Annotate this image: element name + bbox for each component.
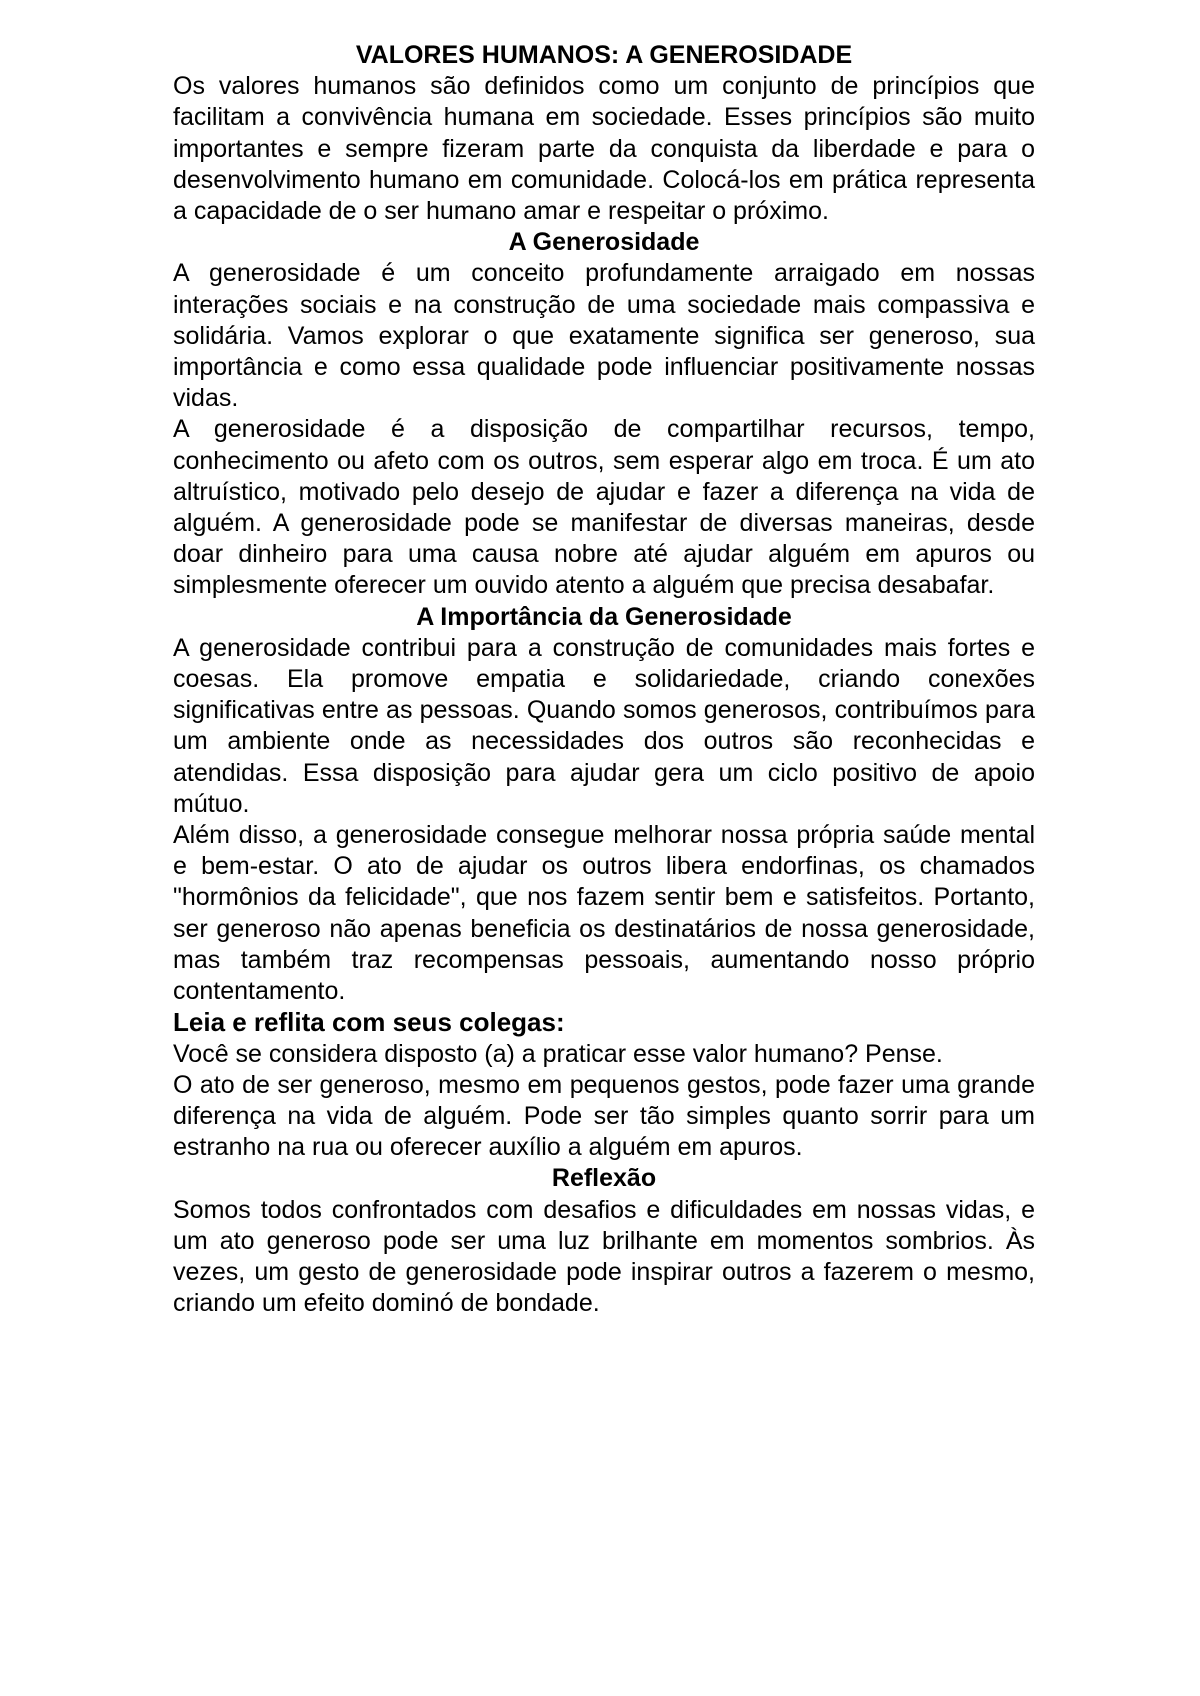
- paragraph-reflexao: Somos todos confrontados com desafios e dificuldades em nossas vidas, e um ato generoso pode ser uma luz brilhante em momentos sombrios. Às vezes, um gesto de generosidade pode inspirar outros a fazerem o mesmo, criando um efeito dominó de bondade.: [173, 1195, 1035, 1318]
- paragraph-leia-reflita: O ato de ser generoso, mesmo em pequenos gestos, pode fazer uma grande diferença na vida de alguém. Pode ser tão simples quanto sorrir para um estranho na rua ou oferecer auxílio a alguém em apuros.: [173, 1070, 1035, 1162]
- paragraph-importancia-2: Além disso, a generosidade consegue melhorar nossa própria saúde mental e bem-estar. O ato de ajudar os outros libera endorfinas, os chamados "hormônios da felicidade", que nos fazem sentir bem e satisfeitos. Portanto, ser generoso não apenas beneficia os destinatários de nossa generosidade, mas também traz recompensas pessoais, aumentando nosso próprio contentamento.: [173, 821, 1035, 1006]
- section-heading-reflexao: Reflexão: [551, 1164, 657, 1193]
- paragraph-generosidade-1: A generosidade é um conceito profundamente arraigado em nossas interações sociais e na construção de uma sociedade mais compassiva e solidária. Vamos explorar o que exatamente significa ser generoso, sua importância e como essa qualidade pode influenciar positivamente nossas vidas.: [173, 259, 1035, 413]
- section-heading-generosidade: A Generosidade: [508, 228, 700, 257]
- paragraph-importancia-1: A generosidade contribui para a construção de comunidades mais fortes e coesas. Ela promove empatia e solidariedade, criando conexões significativas entre as pessoas. Quando somos generosos, contribuímos para um ambiente onde as necessidades dos outros são reconhecidas e atendidas. Essa disposição para ajudar gera um ciclo positivo de apoio mútuo.: [173, 633, 1035, 818]
- document-page: [173, 40, 1035, 1319]
- section-heading-importancia: A Importância da Generosidade: [416, 602, 792, 631]
- document-title: VALORES HUMANOS: A GENEROSIDADE: [355, 41, 853, 69]
- intro-paragraph: Os valores humanos são definidos como um conjunto de princípios que facilitam a convivência humana em sociedade. Esses princípios são muito importantes e sempre fizeram parte da conquista da liberdade e para o desenvolvimento humano em comunidade. Colocá-los em prática representa a capacidade de o ser humano amar e respeitar o próximo.: [173, 72, 1035, 226]
- paragraph-generosidade-2: A generosidade é a disposição de compartilhar recursos, tempo, conhecimento ou afeto com os outros, sem esperar algo em troca. É um ato altruístico, motivado pelo desejo de ajudar e fazer a diferença na vida de alguém. A generosidade pode se manifestar de diversas maneiras, desde doar dinheiro para uma causa nobre até ajudar alguém em apuros ou simplesmente oferecer um ouvido atento a alguém que precisa desabafar.: [173, 415, 1035, 600]
- reflection-question: Você se considera disposto (a) a praticar esse valor humano? Pense.: [173, 1039, 943, 1068]
- section-heading-leia-reflita: Leia e reflita com seus colegas:: [173, 1007, 565, 1038]
